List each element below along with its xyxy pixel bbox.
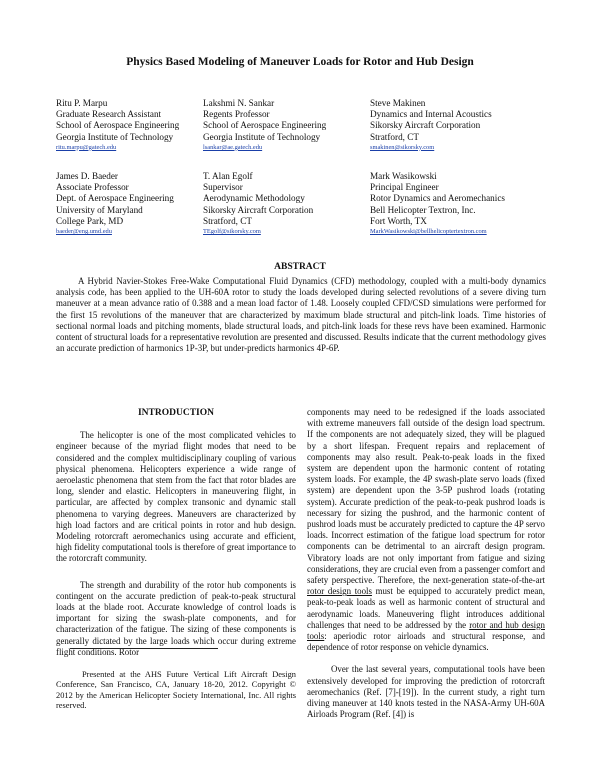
- author-line: Regents Professor: [203, 109, 270, 120]
- author-email-link[interactable]: smakinen@sikorsky.com: [370, 143, 435, 151]
- author-name: James D. Baeder: [56, 171, 118, 181]
- author-name: Steve Makinen: [370, 98, 426, 108]
- author-line: Sikorsky Aircraft Corporation: [370, 120, 481, 131]
- author-name: Lakshmi N. Sankar: [203, 98, 275, 108]
- section-heading-introduction: INTRODUCTION: [137, 408, 214, 418]
- author-line: Principal Engineer: [370, 182, 439, 193]
- text-span: components may need to be redesigned if the loads associated with extreme maneuvers fall outside of the design load spectrum. If the components are not adequately sized, they will be plagued by a short lifespan. Frequent repairs and replacement of components may also result. Peak-to-peak loads in the fixed system are dependent upon the harmonic content of rotating system loads. For example, the 4P swash-plate servo loads (fixed system) are dependent upon the 3-5P pushrod loads (rotating system). Accurate prediction of the peak-to-peak pushrod loads is necessary for sizing the pushrod, and the harmonic content of pushrod loads must be accurately predicted to capture the 4P servo loads. Incorrect estimation of the fatigue load spectrum for rotor components can be detrimental to an aircraft design program. Vibratory loads are not only important from fatigue and sizing considerations, they are crucial even from a passenger comfort and safety perspective. Therefore, the next-generation state-of-the-art: [307, 407, 545, 586]
- author-email-link[interactable]: ritu.marpu@gatech.edu: [56, 143, 117, 151]
- author-block: [370, 98, 492, 153]
- author-line: School of Aerospace Engineering: [56, 120, 180, 131]
- author-line: University of Maryland: [56, 204, 143, 215]
- author-line: Georgia Institute of Technology: [203, 131, 321, 142]
- author-line: Georgia Institute of Technology: [56, 131, 174, 142]
- author-block: [203, 98, 326, 153]
- underlined-term: rotor and hub design tools: [307, 619, 545, 642]
- text-span: must be equipped to accurately predict mean, peak-to-peak loads as well as harmonic content of structural and aerodynamic loads. Maneuvering flight introduces additional challenges that need to be addressed by the: [307, 586, 545, 630]
- left-column: [56, 408, 296, 658]
- author-line: College Park, MD: [56, 215, 124, 226]
- paper-title: Physics Based Modeling of Maneuver Loads for Rotor and Hub Design: [126, 56, 474, 68]
- footnote: Presented at the AHS Future Vertical Lift Aircraft Design Conference, San Francisco, CA, January 18-20, 2012. Copyright © 2012 by the American Helicopter Society International, Inc. All rights reserved.: [56, 670, 296, 711]
- author-block: [370, 171, 505, 237]
- author-line: Sikorsky Aircraft Corporation: [203, 204, 314, 215]
- author-line: Graduate Research Assistant: [56, 109, 162, 120]
- author-line: School of Aerospace Engineering: [203, 120, 327, 131]
- author-line: Stratford, CT: [203, 215, 252, 226]
- intro-paragraph-2: The strength and durability of the rotor hub components is contingent on the accurate prediction of peak-to-peak structural loads at the blade root. Accurate knowledge of control loads is important for sizing the swash-plate components, and for characterization of the fatigue. The sizing of these components is generally dictated by the large loads which occur during extreme flight conditions. Rotor: [56, 579, 296, 657]
- text-span: : aperiodic rotor airloads and structural response, and dependence of rotor response on vehicle dynamics.: [307, 631, 545, 653]
- author-name: T. Alan Egolf: [203, 171, 253, 181]
- author-email-link[interactable]: baeder@eng.umd.edu: [56, 228, 112, 236]
- author-block: [56, 98, 179, 153]
- footnote-divider: [70, 648, 218, 649]
- abstract-body: A Hybrid Navier-Stokes Free-Wake Computational Fluid Dynamics (CFD) methodology, coupled with a multi-body dynamics analysis code, has been applied to the UH-60A rotor to study the loads developed during selected revolutions of a severe diving turn maneuver at a mean advance ratio of 0.388 and a mean load factor of 1.48. Loosely coupled CFD/CSD simulations were performed for the first 15 revolutions of the maneuver that are characterized by maximum blade structural and pitch-link loads. Time histories of sectional normal loads and pitching moments, blade structural loads, and pitch-link loads for these revs have been examined. Harmonic content of structural loads for a representative revolution are presented and discussed. Results indicate that the current methodology gives an accurate prediction of harmonics 1P-3P, but under-predicts harmonics 4P-6P.: [56, 276, 546, 354]
- author-line: Dept. of Aerospace Engineering: [56, 193, 174, 204]
- author-line: Bell Helicopter Textron, Inc.: [370, 204, 476, 215]
- underlined-term: rotor design tools: [307, 586, 372, 597]
- author-line: Stratford, CT: [370, 131, 419, 142]
- author-email-link[interactable]: lsankar@ae.gatech.edu: [203, 143, 263, 151]
- author-line: Fort Worth, TX: [370, 215, 427, 226]
- right-column: [307, 407, 545, 720]
- author-line: Supervisor: [203, 182, 243, 193]
- author-name: Ritu P. Marpu: [56, 98, 108, 108]
- author-line: Aerodynamic Methodology: [203, 193, 305, 204]
- intro-paragraph-3: [307, 407, 545, 653]
- author-block: [203, 171, 313, 237]
- abstract-heading: ABSTRACT: [274, 262, 326, 272]
- author-email-link[interactable]: MarkWasikowski@bellhelicoptertextron.com: [370, 228, 487, 236]
- author-line: Rotor Dynamics and Aeromechanics: [370, 193, 505, 204]
- author-line: Associate Professor: [56, 182, 129, 193]
- author-block: [56, 171, 174, 237]
- author-line: Dynamics and Internal Acoustics: [370, 109, 492, 120]
- author-name: Mark Wasikowski: [370, 171, 437, 181]
- abstract-text: [56, 276, 546, 354]
- author-email-link[interactable]: TEgolf@sikorsky.com: [203, 228, 261, 236]
- intro-paragraph-4: Over the last several years, computational tools have been extensively developed for improving the prediction of rotorcraft aeromechanics (Ref. [7]-[19]). In the current study, a right turn diving maneuver at 140 knots tested in the NASA-Army UH-60A Airloads Program (Ref. [4]) is: [307, 664, 545, 720]
- intro-paragraph-1: The helicopter is one of the most complicated vehicles to engineer because of the myriad flight modes that need to be considered and the complex multidisciplinary coupling of various physical phenomena. Helicopters experience a wide range of aeroelastic phenomena that stem from the fact that rotor blades are long, slender and elastic. Helicopters in maneuvering flight, in particular, are affected by complex transonic and dynamic stall phenomena to varying degrees. Maneuvers are characterized by high load factors and are critical points in rotor and hub design. Modeling rotorcraft aeromechanics using accurate and efficient, high fidelity computational tools is therefore of great importance to the rotorcraft community.: [56, 430, 296, 564]
